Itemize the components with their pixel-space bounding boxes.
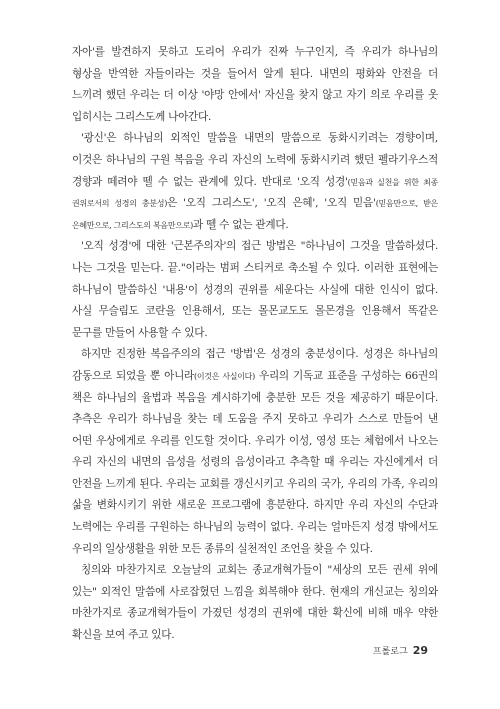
inline-annotation: (믿음만으로, 받은 은혜만으로, 그리스도의 복음만으로) [72,199,438,230]
paragraph: 자아'를 발견하지 못하고 도리어 우리가 진짜 누구인지, 즉 우리가 하나님의 형상을 반역한 자들이라는 것을 들어서 알게 된다. 내면의 평화와 안전을 더 느끼려 했던 우리는 더 이상 '야망 안에서' 자신을 찾지 않고 자기 의로 우리를 옷 입히시는 그리스도께 나아간다. [72,46,438,123]
running-footer-section: 프롤로그 [372,647,408,657]
inline-annotation: (믿음과 실천을 위한 최종 권위로서의 성경의 충분성) [72,177,438,209]
text-run: '광신'은 하나님의 외적인 말씀을 내면의 말씀으로 동화시키려는 경향이며, 이것은 하나님의 구원 복음을 우리 자신의 노력에 동화시키려 했던 펠라기우스적 경향과 떼려야 뗄 수 없는 관계에 있다. 반대로 '오직 성경' [72,132,438,188]
text-run: 하지만 진정한 복음주의의 접근 '방법'은 성경의 충분성이다. 성경은 하나님의 감동으로 되었을 뿐 아니라 [72,348,438,382]
paragraph: 칭의와 마찬가지로 오늘날의 교회는 종교개혁가들이 "세상의 모든 권세 위에 있는" 외적인 말씀에 사로잡혔던 느낌을 회복해야 한다. 현재의 개신교는 칭의와 마찬가지로 종교개혁가들이 가졌던 성경의 권위에 대한 확신에 비해 매우 약한 확신을 보여 주고 있다. [72,564,438,642]
body-text [72,42,438,647]
paragraph [72,128,438,236]
inline-annotation: (이것은 사실이다) [194,371,255,381]
text-run: 은 '오직 그리스도', '오직 은혜', '오직 믿음' [167,197,376,210]
paragraph: '오직 성경'에 대한 '근본주의자'의 접근 방법은 "하나님이 그것을 말씀하셨다. 나는 그것을 믿는다. 끝."이라는 범퍼 스티커로 축소될 수 있다. 이러한 표현에는 하나님이 말씀하신 '내용'이 성경의 권위를 세운다는 사실에 대한 인식이 없다. 사실 무슬림도 코란을 인용해서, 또는 몰몬교도도 몰몬경을 인용해서 똑같은 문구를 만들어 사용할 수 있다. [72,240,438,339]
text-run: 우리의 기독교 표준을 구성하는 66권의 책은 하나님의 율법과 복음을 계시하기에 충분한 모든 것을 제공하기 때문이다. 추측은 우리가 하나님을 찾는 데 도움을 주지 못하고 우리가 스스로 만들어 낸 어떤 우상에게로 우리를 인도할 것이다. 우리가 이성, 영성 또는 체험에서 나오는 우리 자신의 내면의 음성을 성령의 음성이라고 추측할 때 우리는 자신에게서 더 안전을 느끼게 된다. 우리는 교회를 갱신시키고 우리의 국가, 우리의 가족, 우리의 삶을 변화시키기 위한 새로운 프로그램에 흥분한다. 하지만 우리 자신의 수단과 노력에는 우리를 구원하는 하나님의 능력이 없다. 우리는 얼마든지 성경 밖에서도 우리의 일상생활을 위한 모든 종류의 실천적인 조언을 찾을 수 있다. [72,369,438,555]
page-footer [373,644,428,657]
paragraph [72,344,438,560]
text-run: 과 뗄 수 없는 관계다. [192,218,289,231]
page-number: 29 [412,644,428,657]
